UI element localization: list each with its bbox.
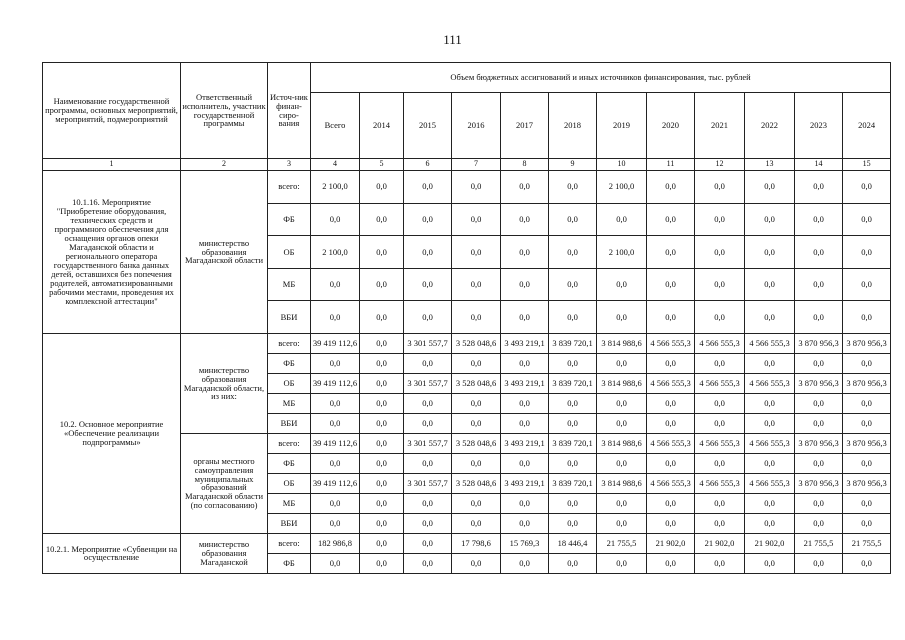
- year-value-cell: 0,0: [745, 453, 795, 473]
- year-value-cell: 0,0: [360, 301, 404, 334]
- year-value-cell: 0,0: [597, 394, 647, 414]
- year-value-cell: 3 870 956,3: [795, 433, 843, 453]
- page-number: 111: [443, 32, 462, 47]
- year-value-cell: 0,0: [452, 236, 501, 269]
- year-value-cell: 0,0: [745, 203, 795, 236]
- year-value-cell: 0,0: [360, 493, 404, 513]
- year-value-cell: 3 839 720,1: [549, 334, 597, 354]
- year-value-cell: 0,0: [695, 394, 745, 414]
- year-value-cell: 0,0: [360, 553, 404, 573]
- year-value-cell: 3 814 988,6: [597, 433, 647, 453]
- header-source: Источ-ник финан-сиро-вания: [268, 63, 311, 159]
- year-value-cell: 0,0: [549, 203, 597, 236]
- year-value-cell: 0,0: [843, 394, 891, 414]
- year-value-cell: 0,0: [695, 493, 745, 513]
- year-value-cell: 0,0: [843, 236, 891, 269]
- year-value-cell: 3 528 048,6: [452, 334, 501, 354]
- year-value-cell: 3 493 219,1: [501, 433, 549, 453]
- year-value-cell: 0,0: [597, 413, 647, 433]
- year-value-cell: 0,0: [404, 268, 452, 301]
- executor-name: органы местного самоуправления муниципальных образований Магаданской области (по согласованию): [181, 433, 268, 533]
- total-cell: 0,0: [311, 203, 360, 236]
- year-value-cell: 0,0: [360, 236, 404, 269]
- year-value-cell: 0,0: [549, 453, 597, 473]
- year-value-cell: 0,0: [597, 493, 647, 513]
- year-value-cell: 0,0: [795, 354, 843, 374]
- year-value-cell: 2 100,0: [597, 236, 647, 269]
- header-name: Наименование государственной программы, основных мероприятий, мероприятий, подмероприятий: [43, 63, 181, 159]
- header-year: 2016: [452, 93, 501, 159]
- year-value-cell: 3 814 988,6: [597, 473, 647, 493]
- year-value-cell: 0,0: [597, 513, 647, 533]
- year-value-cell: 3 301 557,7: [404, 334, 452, 354]
- year-value-cell: 0,0: [404, 493, 452, 513]
- column-number: 9: [549, 159, 597, 171]
- total-cell: 0,0: [311, 413, 360, 433]
- year-value-cell: 0,0: [360, 354, 404, 374]
- year-value-cell: 0,0: [360, 171, 404, 204]
- year-value-cell: 0,0: [501, 413, 549, 433]
- year-value-cell: 3 493 219,1: [501, 334, 549, 354]
- year-value-cell: 0,0: [360, 453, 404, 473]
- year-value-cell: 0,0: [795, 413, 843, 433]
- funding-source: ФБ: [268, 354, 311, 374]
- column-number: 6: [404, 159, 452, 171]
- year-value-cell: 0,0: [745, 354, 795, 374]
- year-value-cell: 0,0: [452, 513, 501, 533]
- header-year: 2020: [647, 93, 695, 159]
- year-value-cell: 0,0: [695, 236, 745, 269]
- year-value-cell: 21 755,5: [795, 533, 843, 553]
- year-value-cell: 0,0: [695, 301, 745, 334]
- column-number: 8: [501, 159, 549, 171]
- year-value-cell: 0,0: [843, 553, 891, 573]
- funding-source: всего:: [268, 171, 311, 204]
- year-value-cell: 0,0: [647, 354, 695, 374]
- program-item-name: 10.1.16. Мероприятие "Приобретение оборудования, технических средств и программного обеспечения для оснащения органов опеки Магаданской области и регионального оператора государственного банка данных детей, оставшихся без попечения родителей, автоматизированными рабочими местами, проведения их комплексной аттестации": [43, 171, 181, 334]
- funding-source: МБ: [268, 394, 311, 414]
- column-number: 10: [597, 159, 647, 171]
- year-value-cell: 0,0: [501, 394, 549, 414]
- funding-source: ВБИ: [268, 513, 311, 533]
- column-number: 5: [360, 159, 404, 171]
- year-value-cell: 0,0: [795, 301, 843, 334]
- year-value-cell: 0,0: [695, 513, 745, 533]
- header-executor: Ответственный исполнитель, участник государственной программы: [181, 63, 268, 159]
- year-value-cell: 0,0: [404, 413, 452, 433]
- year-value-cell: 0,0: [695, 171, 745, 204]
- program-item-name: 10.2. Основное мероприятие «Обеспечение реализации подпрограммы»: [43, 334, 181, 534]
- year-value-cell: 0,0: [452, 453, 501, 473]
- funding-source: ФБ: [268, 553, 311, 573]
- year-value-cell: 17 798,6: [452, 533, 501, 553]
- year-value-cell: 4 566 555,3: [745, 374, 795, 394]
- year-value-cell: 15 769,3: [501, 533, 549, 553]
- column-number: 1: [43, 159, 181, 171]
- year-value-cell: 4 566 555,3: [695, 334, 745, 354]
- year-value-cell: 0,0: [647, 301, 695, 334]
- year-value-cell: 0,0: [647, 171, 695, 204]
- year-value-cell: 0,0: [647, 236, 695, 269]
- funding-source: ФБ: [268, 203, 311, 236]
- year-value-cell: 3 493 219,1: [501, 374, 549, 394]
- year-value-cell: 0,0: [452, 493, 501, 513]
- year-value-cell: 0,0: [795, 203, 843, 236]
- year-value-cell: 0,0: [795, 268, 843, 301]
- year-value-cell: 0,0: [549, 354, 597, 374]
- funding-source: МБ: [268, 493, 311, 513]
- year-value-cell: 0,0: [795, 171, 843, 204]
- year-value-cell: 4 566 555,3: [647, 334, 695, 354]
- year-value-cell: 3 493 219,1: [501, 473, 549, 493]
- year-value-cell: 4 566 555,3: [647, 473, 695, 493]
- year-value-cell: 4 566 555,3: [647, 374, 695, 394]
- year-value-cell: 0,0: [501, 453, 549, 473]
- year-value-cell: 0,0: [452, 553, 501, 573]
- year-value-cell: 4 566 555,3: [647, 433, 695, 453]
- year-value-cell: 0,0: [795, 453, 843, 473]
- total-cell: 182 986,8: [311, 533, 360, 553]
- year-value-cell: 0,0: [501, 354, 549, 374]
- year-value-cell: 3 814 988,6: [597, 334, 647, 354]
- year-value-cell: 0,0: [647, 394, 695, 414]
- column-number: 3: [268, 159, 311, 171]
- year-value-cell: 0,0: [360, 533, 404, 553]
- year-value-cell: 0,0: [360, 374, 404, 394]
- year-value-cell: 0,0: [360, 203, 404, 236]
- header-year: 2019: [597, 93, 647, 159]
- year-value-cell: 0,0: [404, 171, 452, 204]
- year-value-cell: 3 301 557,7: [404, 374, 452, 394]
- year-value-cell: 0,0: [404, 203, 452, 236]
- year-value-cell: 0,0: [452, 268, 501, 301]
- year-value-cell: 3 839 720,1: [549, 473, 597, 493]
- column-number: 13: [745, 159, 795, 171]
- year-value-cell: 0,0: [843, 203, 891, 236]
- year-value-cell: 0,0: [501, 553, 549, 573]
- year-value-cell: 0,0: [549, 171, 597, 204]
- header-year: 2021: [695, 93, 745, 159]
- budget-table: [42, 62, 891, 574]
- year-value-cell: 0,0: [745, 553, 795, 573]
- header-year: 2024: [843, 93, 891, 159]
- year-value-cell: 0,0: [360, 473, 404, 493]
- total-cell: 39 419 112,6: [311, 433, 360, 453]
- year-value-cell: 21 902,0: [647, 533, 695, 553]
- funding-source: ВБИ: [268, 301, 311, 334]
- funding-source: всего:: [268, 433, 311, 453]
- year-value-cell: 3 528 048,6: [452, 433, 501, 453]
- column-number: 7: [452, 159, 501, 171]
- year-value-cell: 0,0: [452, 203, 501, 236]
- year-value-cell: 0,0: [404, 533, 452, 553]
- year-value-cell: 0,0: [501, 203, 549, 236]
- funding-source: всего:: [268, 533, 311, 553]
- year-value-cell: 4 566 555,3: [745, 473, 795, 493]
- funding-source: МБ: [268, 268, 311, 301]
- year-value-cell: 0,0: [452, 354, 501, 374]
- year-value-cell: 0,0: [745, 513, 795, 533]
- year-value-cell: 0,0: [745, 268, 795, 301]
- year-value-cell: 0,0: [745, 394, 795, 414]
- column-number: 14: [795, 159, 843, 171]
- year-value-cell: 21 755,5: [843, 533, 891, 553]
- total-cell: 2 100,0: [311, 171, 360, 204]
- total-cell: 0,0: [311, 553, 360, 573]
- year-value-cell: 0,0: [745, 301, 795, 334]
- year-value-cell: 3 870 956,3: [795, 334, 843, 354]
- executor-name: министерство образования Магаданской области: [181, 171, 268, 334]
- year-value-cell: 0,0: [549, 236, 597, 269]
- year-value-cell: 0,0: [745, 413, 795, 433]
- year-value-cell: 0,0: [647, 268, 695, 301]
- total-cell: 0,0: [311, 453, 360, 473]
- year-value-cell: 0,0: [360, 394, 404, 414]
- year-value-cell: 0,0: [549, 268, 597, 301]
- year-value-cell: 0,0: [452, 413, 501, 433]
- year-value-cell: 3 839 720,1: [549, 433, 597, 453]
- year-value-cell: 4 566 555,3: [745, 433, 795, 453]
- year-value-cell: 4 566 555,3: [695, 374, 745, 394]
- year-value-cell: 0,0: [795, 553, 843, 573]
- year-value-cell: 0,0: [843, 171, 891, 204]
- year-value-cell: 0,0: [597, 268, 647, 301]
- header-total: Всего: [311, 93, 360, 159]
- year-value-cell: 0,0: [549, 413, 597, 433]
- year-value-cell: 3 839 720,1: [549, 374, 597, 394]
- year-value-cell: 0,0: [360, 334, 404, 354]
- program-item-name: 10.2.1. Мероприятие «Субвенции на осуществление: [43, 533, 181, 573]
- year-value-cell: 3 301 557,7: [404, 433, 452, 453]
- year-value-cell: 0,0: [404, 301, 452, 334]
- year-value-cell: 0,0: [404, 236, 452, 269]
- year-value-cell: 0,0: [549, 513, 597, 533]
- year-value-cell: 0,0: [647, 203, 695, 236]
- year-value-cell: 21 902,0: [745, 533, 795, 553]
- total-cell: 2 100,0: [311, 236, 360, 269]
- year-value-cell: 0,0: [501, 493, 549, 513]
- year-value-cell: 0,0: [404, 453, 452, 473]
- year-value-cell: 0,0: [843, 413, 891, 433]
- year-value-cell: 0,0: [647, 453, 695, 473]
- year-value-cell: 0,0: [597, 301, 647, 334]
- header-year: 2018: [549, 93, 597, 159]
- column-number: 12: [695, 159, 745, 171]
- year-value-cell: 3 301 557,7: [404, 473, 452, 493]
- year-value-cell: 0,0: [695, 203, 745, 236]
- total-cell: 0,0: [311, 493, 360, 513]
- year-value-cell: 0,0: [597, 453, 647, 473]
- year-value-cell: 0,0: [843, 493, 891, 513]
- total-cell: 39 419 112,6: [311, 334, 360, 354]
- year-value-cell: 2 100,0: [597, 171, 647, 204]
- year-value-cell: 18 446,4: [549, 533, 597, 553]
- year-value-cell: 21 755,5: [597, 533, 647, 553]
- year-value-cell: 21 902,0: [695, 533, 745, 553]
- year-value-cell: 3 870 956,3: [843, 374, 891, 394]
- total-cell: 0,0: [311, 354, 360, 374]
- year-value-cell: 0,0: [695, 413, 745, 433]
- header-year: 2015: [404, 93, 452, 159]
- year-value-cell: 0,0: [597, 203, 647, 236]
- table-row: [43, 533, 891, 553]
- year-value-cell: 0,0: [452, 171, 501, 204]
- year-value-cell: 0,0: [404, 553, 452, 573]
- year-value-cell: 3 870 956,3: [795, 473, 843, 493]
- year-value-cell: 0,0: [597, 553, 647, 573]
- year-value-cell: 0,0: [549, 394, 597, 414]
- year-value-cell: 3 870 956,3: [795, 374, 843, 394]
- year-value-cell: 0,0: [597, 354, 647, 374]
- header-year: 2022: [745, 93, 795, 159]
- year-value-cell: 0,0: [549, 553, 597, 573]
- year-value-cell: 0,0: [549, 493, 597, 513]
- year-value-cell: 3 870 956,3: [843, 433, 891, 453]
- year-value-cell: 3 870 956,3: [843, 334, 891, 354]
- year-value-cell: 0,0: [695, 268, 745, 301]
- year-value-cell: 4 566 555,3: [745, 334, 795, 354]
- header-year: 2014: [360, 93, 404, 159]
- year-value-cell: 3 528 048,6: [452, 374, 501, 394]
- year-value-cell: 0,0: [404, 354, 452, 374]
- year-value-cell: 0,0: [360, 433, 404, 453]
- year-value-cell: 4 566 555,3: [695, 433, 745, 453]
- year-value-cell: 0,0: [404, 394, 452, 414]
- year-value-cell: 0,0: [695, 354, 745, 374]
- year-value-cell: 3 528 048,6: [452, 473, 501, 493]
- year-value-cell: 0,0: [501, 268, 549, 301]
- year-value-cell: 0,0: [843, 513, 891, 533]
- funding-source: всего:: [268, 334, 311, 354]
- year-value-cell: 3 870 956,3: [843, 473, 891, 493]
- column-number: 15: [843, 159, 891, 171]
- year-value-cell: 0,0: [745, 171, 795, 204]
- column-number: 2: [181, 159, 268, 171]
- year-value-cell: 0,0: [404, 513, 452, 533]
- year-value-cell: 0,0: [452, 394, 501, 414]
- year-value-cell: 0,0: [795, 513, 843, 533]
- year-value-cell: 4 566 555,3: [695, 473, 745, 493]
- table-row: [43, 334, 891, 354]
- year-value-cell: 0,0: [360, 413, 404, 433]
- executor-name: министерство образования Магаданской: [181, 533, 268, 573]
- funding-source: ОБ: [268, 473, 311, 493]
- year-value-cell: 0,0: [501, 236, 549, 269]
- funding-source: ОБ: [268, 236, 311, 269]
- total-cell: 0,0: [311, 268, 360, 301]
- total-cell: 0,0: [311, 513, 360, 533]
- year-value-cell: 0,0: [360, 268, 404, 301]
- year-value-cell: 0,0: [501, 301, 549, 334]
- year-value-cell: 0,0: [843, 268, 891, 301]
- funding-source: ФБ: [268, 453, 311, 473]
- year-value-cell: 0,0: [695, 553, 745, 573]
- year-value-cell: 0,0: [501, 513, 549, 533]
- year-value-cell: 0,0: [647, 413, 695, 433]
- header-year: 2017: [501, 93, 549, 159]
- year-value-cell: 0,0: [843, 453, 891, 473]
- header-budget: Объем бюджетных ассигнований и иных источников финансирования, тыс. рублей: [311, 63, 891, 93]
- executor-name: министерство образования Магаданской области, из них:: [181, 334, 268, 434]
- year-value-cell: 0,0: [647, 513, 695, 533]
- year-value-cell: 0,0: [360, 513, 404, 533]
- year-value-cell: 0,0: [647, 553, 695, 573]
- year-value-cell: 0,0: [549, 301, 597, 334]
- column-number: 4: [311, 159, 360, 171]
- year-value-cell: 0,0: [501, 171, 549, 204]
- year-value-cell: 0,0: [745, 236, 795, 269]
- year-value-cell: 0,0: [843, 301, 891, 334]
- table-row: [43, 171, 891, 204]
- total-cell: 39 419 112,6: [311, 473, 360, 493]
- year-value-cell: 0,0: [452, 301, 501, 334]
- funding-source: ОБ: [268, 374, 311, 394]
- funding-source: ВБИ: [268, 413, 311, 433]
- year-value-cell: 0,0: [647, 493, 695, 513]
- year-value-cell: 3 814 988,6: [597, 374, 647, 394]
- year-value-cell: 0,0: [795, 394, 843, 414]
- year-value-cell: 0,0: [745, 493, 795, 513]
- total-cell: 0,0: [311, 301, 360, 334]
- year-value-cell: 0,0: [843, 354, 891, 374]
- year-value-cell: 0,0: [795, 493, 843, 513]
- total-cell: 39 419 112,6: [311, 374, 360, 394]
- header-year: 2023: [795, 93, 843, 159]
- year-value-cell: 0,0: [695, 453, 745, 473]
- total-cell: 0,0: [311, 394, 360, 414]
- column-number: 11: [647, 159, 695, 171]
- year-value-cell: 0,0: [795, 236, 843, 269]
